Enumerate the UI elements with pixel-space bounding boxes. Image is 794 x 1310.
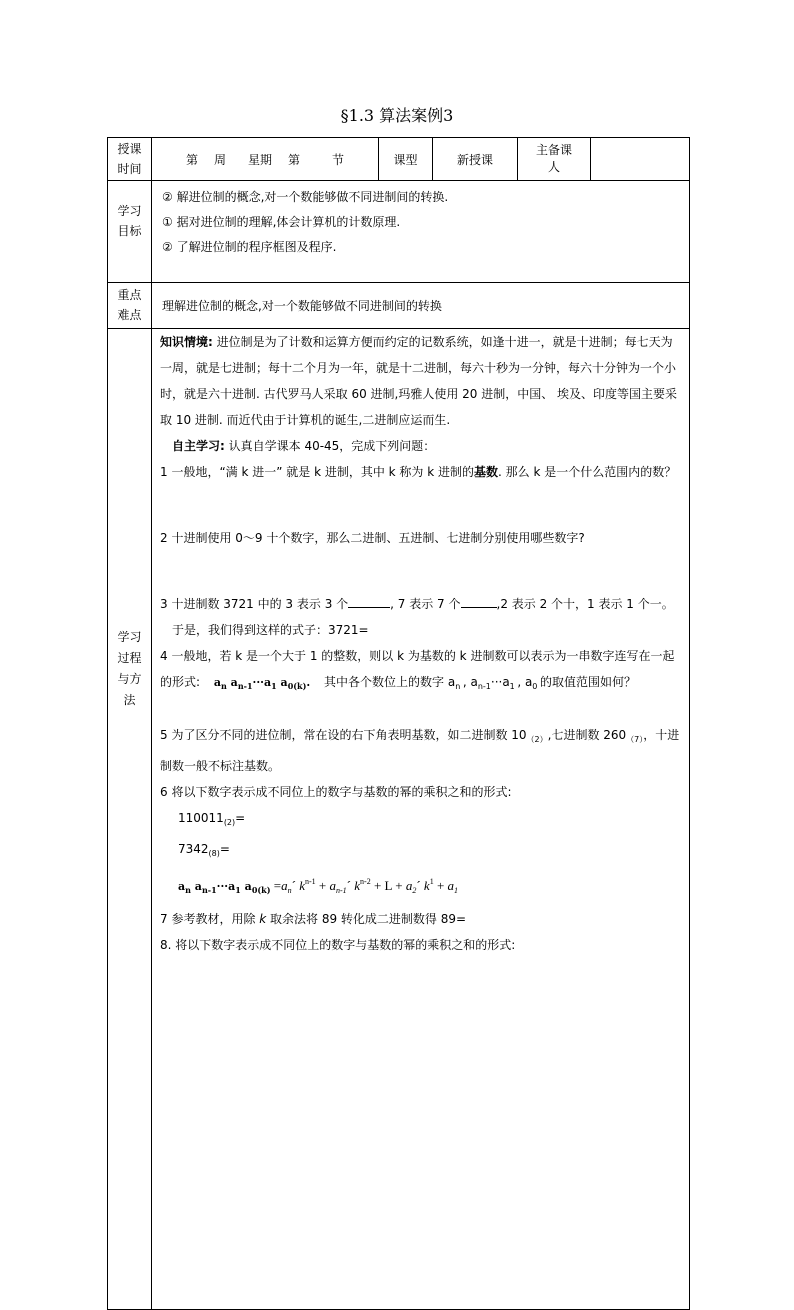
key-points-row [108, 283, 690, 329]
question-5: 5 为了区分不同的进位制，常在设的右下角表明基数，如二进制数 $10_{(2)}$,七进制数 $260_{(7)}$，十进制数一般不标注基数。 [160, 728, 680, 773]
digit-string-formula: $a_n$ $a_{n-1}\cdot\cdot\cdot a_1$ $a_{0(k)}$. [213, 676, 311, 691]
type-label: 课型 [379, 138, 433, 181]
goals-row [108, 181, 690, 283]
type-value: 新授课 [433, 138, 518, 181]
intro-paragraph: 知识情境: 进位制是为了计数和运算方便而约定的记数系统，如逢十进一，就是十进制；每七天为一周，就是七进制；每十二个月为一年，就是十二进制，每六十秒为一分钟，每六十分钟为一个小时，就是六十进制. 古代罗马人采取 60 进制,玛雅人使用 20 进制，中国、 埃及、印度等国主要采取 10 进制. 而近代由于计算机的诞生,二进制应运而生. [160, 335, 678, 427]
question-4: 4 一般地，若 k 是一个大于 1 的整数，则以 k 为基数的 k 进制数可以表示为一串数字连写在一起的形式: $a_n$ $a_{n-1}\cdot\cdot\cdot a_1$ $a_{0(k)}$. 其中各个数位上的数字 $a_n$ , $a_{n-1}\cdot\cdot\cdot a_1$ , $a_0$ 的取值范围如何？ [160, 649, 675, 691]
key-points-label: 重点 难点 [108, 283, 152, 329]
preparer-value [591, 138, 690, 181]
self-study-line: 自主学习: 认真自学课本 40-45，完成下列问题： [172, 439, 436, 453]
question-7: 7 参考教材，用除 k 取余法将 89 转化成二进制数得 89= [160, 912, 467, 926]
key-points-text: 理解进位制的概念,对一个数能够做不同进制间的转换 [152, 283, 690, 329]
goal-item: ② 解进位制的概念,对一个数能够做不同进制间的转换. [162, 190, 449, 204]
question-6: 6 将以下数字表示成不同位上的数字与基数的幂的乘积之和的形式: [160, 785, 512, 799]
answer-blank[interactable] [348, 594, 390, 608]
class-period-field: 第 周 星期 第 节 [152, 138, 379, 181]
time-label: 授课 时间 [108, 138, 152, 181]
question-2: 2 十进制使用 0～9 十个数字，那么二进制、五进制、七进制分别使用哪些数字? [160, 531, 585, 545]
question-3: 3 十进制数 3721 中的 3 表示 3 个 , 7 表示 7 个 ,2 表示 2 个十，1 表示 1 个一。 [160, 591, 683, 617]
header-row [108, 138, 690, 181]
process-row [108, 329, 690, 1310]
process-content [152, 329, 690, 1310]
answer-blank[interactable] [461, 594, 497, 608]
preparer-label: 主备课 人 [518, 138, 591, 181]
process-label: 学习 过程 与方 法 [108, 329, 152, 1310]
lesson-plan-table [107, 137, 690, 1310]
question-8: 8. 将以下数字表示成不同位上的数字与基数的幂的乘积之和的形式: [160, 938, 516, 952]
question-6-item-1: $110011_{(2)}=$ [178, 811, 246, 827]
goal-item: ② 了解进位制的程序框图及程序. [162, 240, 337, 254]
goal-item: ① 据对进位制的理解,体会计算机的计数原理. [162, 215, 401, 229]
question-1: 1 一般地，“满 k 进一” 就是 k 进制，其中 k 称为 k 进制的基数. 那么 k 是一个什么范围内的数？ [160, 465, 677, 479]
question-3-formula: 于是，我们得到这样的式子：3721= [172, 623, 369, 637]
question-6-item-2: $7342_{(8)}=$ [178, 842, 230, 858]
goals-content [152, 181, 690, 283]
page-title: §1.3 算法案例3 [340, 106, 454, 125]
goals-label: 学习 目标 [108, 181, 152, 283]
expansion-formula: $a_n$ $a_{n-1}\cdot\cdot\cdot a_1$ $a_{0(k)}$ $=a_n´$ $k^{n-1}$ + $a_{n-1}´$ $k^{n-2} + L$ + $a_2´$ $k^1 + a_1$ [178, 877, 459, 895]
